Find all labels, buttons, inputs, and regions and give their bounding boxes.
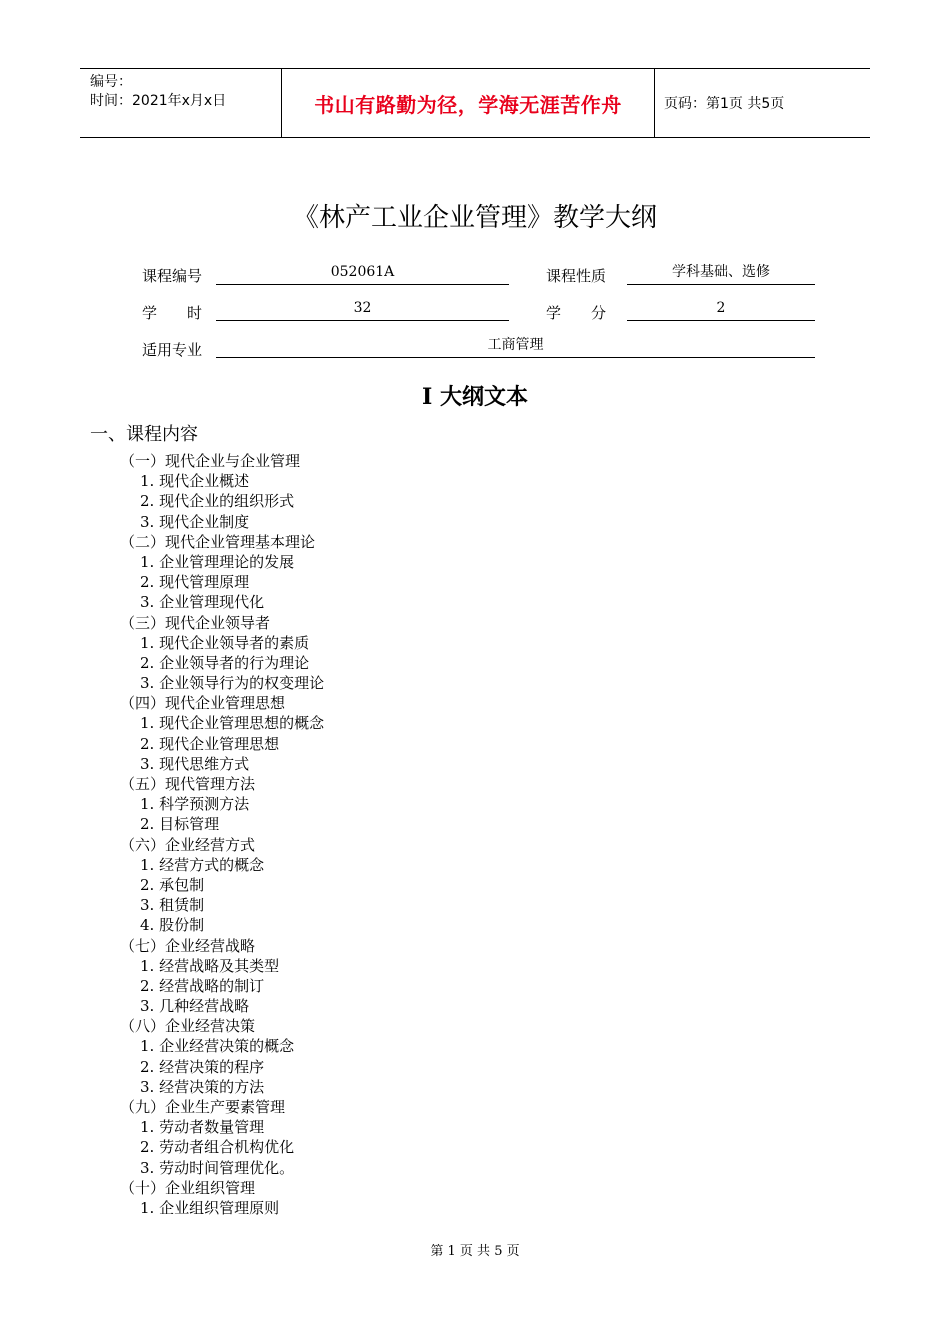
chapter-item: 1. 劳动者数量管理	[140, 1118, 265, 1137]
chapter-item: 1. 企业组织管理原则	[140, 1198, 280, 1217]
chapter-item: 1. 科学预测方法	[140, 795, 250, 814]
chapter-item: 1. 现代企业领导者的素质	[140, 633, 310, 652]
page-header	[80, 68, 870, 138]
chapter-item: 3. 企业领导行为的权变理论	[140, 674, 325, 693]
page-info: 页码：第1页 共5页	[664, 96, 785, 112]
chapter-item: 2. 承包制	[140, 875, 205, 894]
hours-label: 学 时	[142, 304, 203, 322]
chapter-item: 2. 经营决策的程序	[140, 1057, 265, 1076]
chapter-title: （五）现代管理方法	[120, 775, 256, 793]
chapter-item: 2. 现代管理原理	[140, 573, 250, 592]
section-title: I 大纲文本	[422, 384, 528, 410]
chapter-item: 1. 企业经营决策的概念	[140, 1037, 295, 1056]
course-outline	[120, 451, 324, 1218]
credits-label: 学 分	[546, 304, 607, 322]
course-code-value: 052061A	[216, 262, 509, 285]
part-title: 一、课程内容	[90, 424, 198, 445]
credits-value: 2	[627, 298, 815, 321]
chapter-title: （十）企业组织管理	[120, 1178, 256, 1197]
document-title: 《林产工业企业管理》教学大纲	[292, 203, 657, 233]
chapter-title: （九）企业生产要素管理	[120, 1098, 286, 1116]
chapter-item: 2. 经营战略的制订	[140, 976, 265, 995]
chapter-item: 3. 企业管理现代化	[140, 593, 265, 612]
chapter-item: 3. 租赁制	[140, 896, 205, 915]
chapter-title: （八）企业经营决策	[120, 1017, 256, 1036]
chapter-item: 2. 目标管理	[140, 815, 220, 834]
header-left-cell	[80, 69, 280, 137]
chapter-title: （三）现代企业领导者	[120, 613, 271, 632]
chapter-item: 3. 现代思维方式	[140, 754, 250, 773]
course-code-label: 课程编号	[142, 267, 203, 285]
chapter-item: 3. 经营决策的方法	[140, 1077, 265, 1096]
motto: 书山有路勤为径，学海无涯苦作舟	[281, 69, 655, 137]
chapter-item: 1. 经营战略及其类型	[140, 956, 280, 975]
chapter-item: 1. 经营方式的概念	[140, 855, 265, 874]
chapter-title: （七）企业经营战略	[120, 936, 256, 955]
chapter-item: 1. 现代企业管理思想的概念	[140, 714, 325, 733]
hours-value: 32	[216, 298, 509, 321]
chapter-item: 3. 劳动时间管理优化。	[140, 1158, 295, 1177]
number-label: 编号：	[90, 74, 132, 90]
major-label: 适用专业	[142, 341, 203, 359]
chapter-item: 2. 劳动者组合机构优化	[140, 1138, 295, 1157]
chapter-title: （四）现代企业管理思想	[120, 694, 286, 713]
chapter-title: （二）现代企业管理基本理论	[120, 532, 316, 551]
course-nature-label: 课程性质	[546, 267, 607, 285]
chapter-title: （六）企业经营方式	[120, 835, 256, 854]
chapter-item: 3. 几种经营战略	[140, 997, 250, 1016]
time-label: 时间：2021年x月x日	[90, 93, 227, 109]
chapter-item: 1. 现代企业概述	[140, 472, 250, 491]
chapter-item: 4. 股份制	[140, 916, 205, 935]
chapter-item: 3. 现代企业制度	[140, 512, 250, 531]
chapter-title: （一）现代企业与企业管理	[120, 452, 301, 470]
major-value: 工商管理	[216, 335, 815, 358]
chapter-item: 2. 现代企业管理思想	[140, 734, 280, 753]
course-nature-value: 学科基础、选修	[627, 262, 815, 285]
page-footer: 第 1 页 共 5 页	[430, 1244, 520, 1259]
chapter-item: 2. 现代企业的组织形式	[140, 492, 295, 511]
chapter-item: 1. 企业管理理论的发展	[140, 552, 295, 571]
chapter-item: 2. 企业领导者的行为理论	[140, 653, 310, 672]
